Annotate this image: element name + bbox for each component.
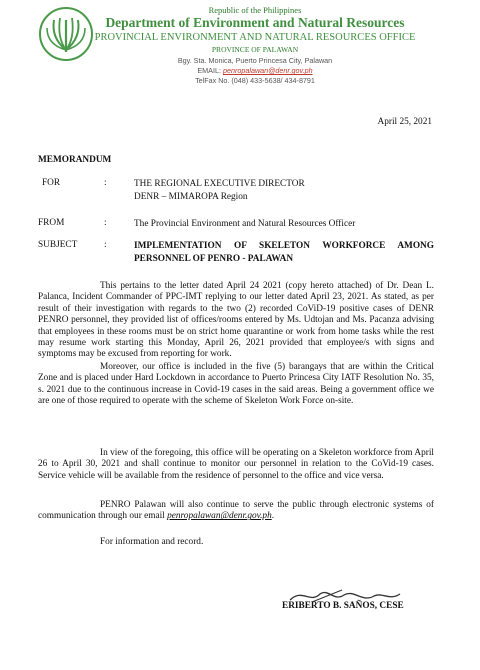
paragraph-5-text: For information and record. [100, 537, 204, 547]
republic-line: Republic of the Philippines [208, 5, 302, 15]
subject-label: SUBJECT [38, 240, 78, 250]
paragraph-3-text: In view of the foregoing, this office will be operating on a Skeleton workforce from April 26 to April 30, 2021 and shall continue to monitor our personnel in relation to the CoVid-19 cases. Service vehicle will be available from the residence of personnel to the office and vice versa. [38, 448, 434, 481]
from-value: The Provincial Environment and Natural Resources Officer [134, 219, 356, 229]
office-name: PROVINCIAL ENVIRONMENT AND NATURAL RESOURCES OFFICE [94, 32, 416, 43]
paragraph-2-text: Moreover, our office is included in the five (5) barangays that are within the Critical Zone and is placed under Hard Lockdown in accordance to Puerto Princesa City IATF Resolution No. 35, s. 2021 due to the continuous increase in Covid-19 cases in the said areas. Being a government office we are one of those required to operate with the scheme of Skeleton Work Force on-site. [38, 362, 434, 407]
memo-date: April 25, 2021 [377, 117, 432, 127]
letterhead-email-link[interactable]: penropalawan@denr.gov.ph [222, 66, 313, 75]
email-label: EMAIL: [197, 66, 221, 75]
memo-title: MEMORANDUM [38, 155, 112, 165]
body-email-link[interactable]: penropalawan@denr.gov.ph [167, 511, 272, 522]
subject-colon: : [104, 240, 107, 250]
telfax-line: TelFax No. (048) 433-5638/ 434-8791 [195, 76, 315, 85]
denr-seal-logo [38, 6, 94, 62]
from-label: FROM [38, 218, 65, 228]
letterhead-email-line [120, 66, 390, 75]
body-paragraph-2 [38, 362, 434, 408]
signatory-name: ERIBERTO B. SAÑOS, CESE [282, 601, 404, 611]
department-name: Department of Environment and Natural Resources [105, 15, 405, 30]
paragraph-1-text: This pertains to the letter dated April 24 2021 (copy hereto attached) of Dr. Dean L. Palanca, Incident Commander of PPC-IMT replying to our letter dated April 23, 2021. As stated, as per result of their investigation with regards to the two (2) recorded CoViD-19 positive cases of DENR PENRO personnel, they provided list of offices/rooms entered by Ms. Udtojan and Ms. Pacanza advising that employees in these rooms must be on strict home quarantine or work from home tasks while the rest may resume work starting this Monday, April 26, 2021 provided that employee/s with signs and symptoms may be excused from reporting for work. [38, 281, 434, 360]
from-colon: : [104, 218, 107, 228]
for-label: FOR [42, 178, 61, 188]
body-paragraph-3 [38, 448, 434, 482]
province-line: PROVINCE OF PALAWAN [211, 45, 299, 54]
for-recipient [134, 178, 434, 203]
for-colon: : [104, 178, 107, 188]
subject-value: IMPLEMENTATION OF SKELETON WORKFORCE AMONG PERSONNEL OF PENRO - PALAWAN [134, 241, 434, 264]
paragraph-4-text: PENRO Palawan will also continue to serve the public through electronic systems of communication through our email [38, 500, 434, 522]
body-paragraph-5 [38, 537, 434, 548]
paragraph-4-end: . [271, 511, 275, 522]
office-address: Bgy. Sta. Monica, Puerto Princesa City, Palawan [177, 56, 333, 65]
body-paragraph-1 [38, 281, 434, 361]
for-line-1: THE REGIONAL EXECUTIVE DIRECTOR [134, 179, 305, 189]
body-paragraph-4 [38, 500, 434, 523]
for-line-2: DENR – MIMAROPA Region [134, 191, 248, 202]
